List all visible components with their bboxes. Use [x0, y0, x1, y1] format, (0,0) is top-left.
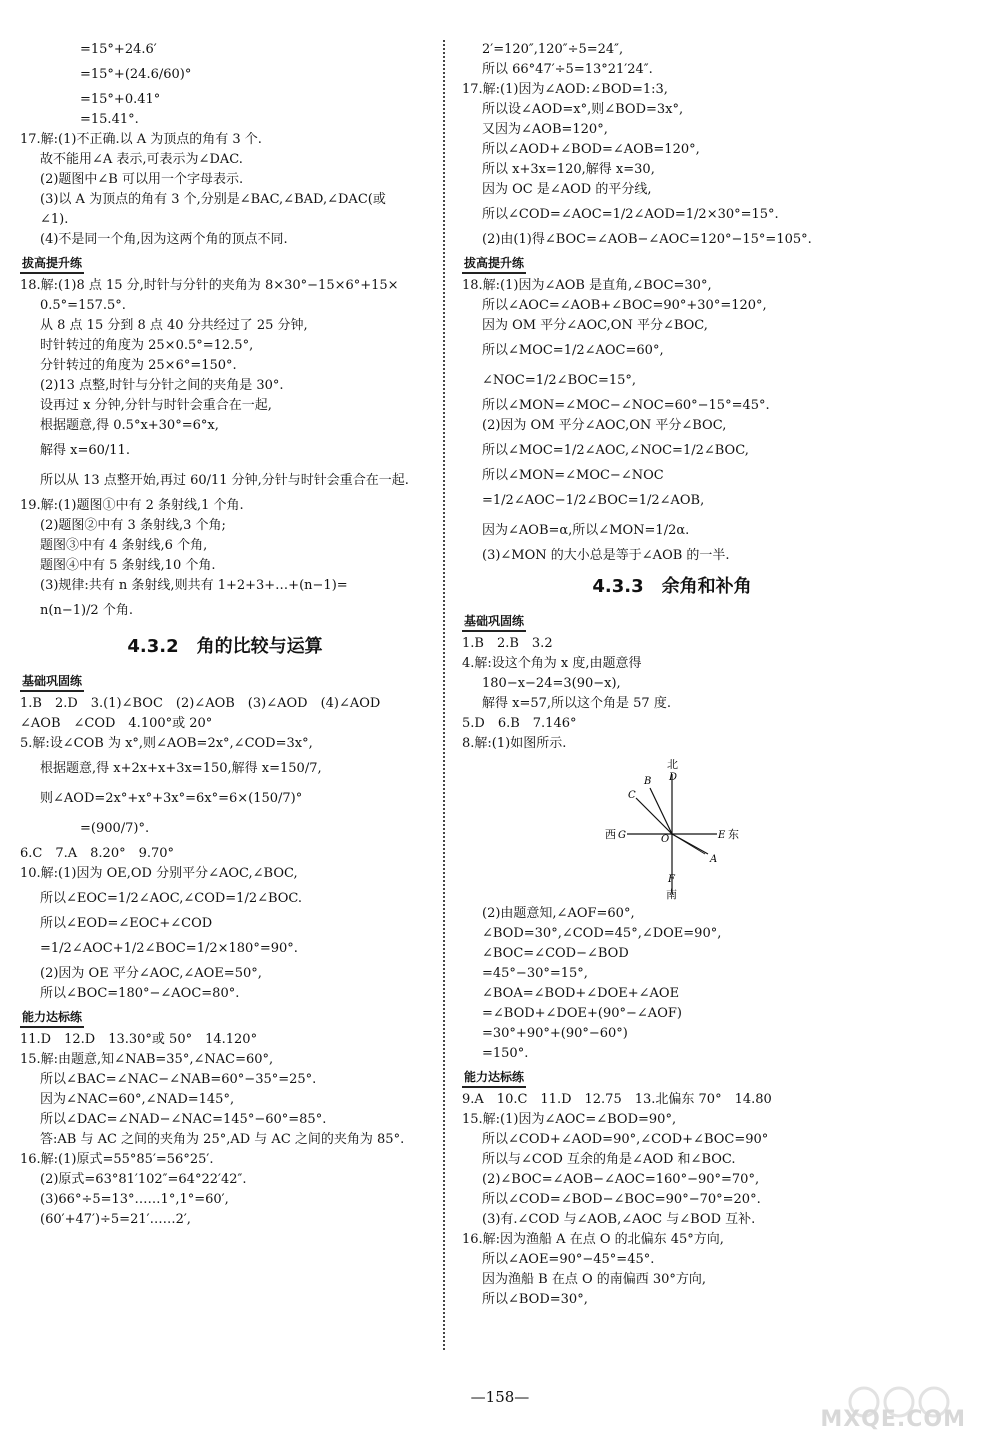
right-bottom-line-14: 所以∠COD=∠BOD−∠BOC=90°−70°=20°. [482, 1192, 761, 1207]
left-line-35: 6.C 7.A 8.20° 9.70° [20, 846, 175, 861]
right-top-line-28: 解得 x=57,所以这个角是 57 度. [482, 696, 671, 711]
left-line-19: 解得 x=60/11. [40, 443, 130, 458]
left-line-28: 基础巩固练 [20, 672, 84, 692]
left-line-41: 所以∠BOC=180°−∠AOC=80°. [40, 986, 240, 1001]
label-o: O [661, 834, 670, 845]
column-divider [443, 40, 445, 1350]
right-top-line-10: 拔高提升练 [462, 254, 526, 274]
right-column [462, 40, 882, 1310]
compass-diagram [462, 754, 882, 904]
right-top-line-12: 所以∠AOC=∠AOB+∠BOC=90°+30°=120°, [482, 298, 767, 313]
label-west: 西 [605, 828, 616, 841]
right-top-line-17: (2)因为 OM 平分∠AOC,ON 平分∠BOC, [482, 418, 727, 433]
left-line-30: ∠AOB ∠COD 4.100°或 20° [20, 716, 213, 731]
left-line-43: 11.D 12.D 13.30°或 50° 14.120° [20, 1032, 258, 1047]
right-bottom-line-6: =30°+90°+(90°−60°) [482, 1026, 628, 1041]
right-bottom-line-0: (2)由题意知,∠AOF=60°, [482, 906, 635, 921]
left-line-26: n(n−1)/2 个角. [40, 603, 133, 618]
right-top-line-1: 所以 66°47′÷5=13°21′24″. [482, 62, 653, 77]
right-top-line-3: 所以设∠AOD=x°,则∠BOD=3x°, [482, 102, 684, 117]
left-line-50: (2)原式=63°81′102″=64°22′42″. [40, 1172, 247, 1187]
right-top-line-6: 所以 x+3x=120,解得 x=30, [482, 162, 655, 177]
left-line-2: =15°+0.41° [80, 92, 161, 107]
left-line-15: 分针转过的角度为 25×6°=150°. [40, 358, 237, 373]
left-line-16: (2)13 点整,时针与分针之间的夹角是 30°. [40, 378, 284, 393]
right-top-line-23: 4.3.3 余角和补角 [592, 576, 752, 597]
right-bottom-line-13: (2)∠BOC=∠AOB−∠AOC=160°−90°=70°, [482, 1172, 760, 1187]
left-line-17: 设再过 x 分钟,分针与时针会重合在一起, [40, 398, 272, 413]
left-line-7: (3)以 A 为顶点的角有 3 个,分别是∠BAC,∠BAD,∠DAC(或 [40, 192, 386, 207]
left-line-8: ∠1). [40, 212, 69, 227]
left-line-31: 5.解:设∠COB 为 x°,则∠AOB=2x°,∠COD=3x°, [20, 736, 313, 751]
left-line-13: 从 8 点 15 分到 8 点 40 分共经过了 25 分钟, [40, 318, 308, 333]
right-column-bottom [462, 904, 882, 1310]
left-line-51: (3)66°÷5=13°……1°,1°=60′, [40, 1192, 229, 1207]
right-top-line-18: 所以∠MOC=1/2∠AOC,∠NOC=1/2∠BOC, [482, 443, 749, 458]
ray-ob [650, 788, 672, 834]
left-line-14: 时针转过的角度为 25×0.5°=12.5°, [40, 338, 254, 353]
left-line-33: 则∠AOD=2x°+x°+3x°=6x°=6×(150/7)° [40, 791, 303, 806]
left-line-44: 15.解:由题意,知∠NAB=35°,∠NAC=60°, [20, 1052, 274, 1067]
right-top-line-25: 1.B 2.B 3.2 [462, 636, 553, 651]
left-line-25: (3)规律:共有 n 条射线,则共有 1+2+3+…+(n−1)= [40, 578, 348, 593]
left-line-40: (2)因为 OE 平分∠AOC,∠AOE=50°, [40, 966, 262, 981]
left-line-9: (4)不是同一个角,因为这两个角的顶点不同. [40, 232, 288, 247]
label-north: 北 [667, 758, 678, 771]
right-bottom-line-19: 所以∠BOD=30°, [482, 1292, 588, 1307]
left-line-38: 所以∠EOD=∠EOC+∠COD [40, 916, 213, 931]
right-bottom-line-15: (3)有.∠COD 与∠AOB,∠AOC 与∠BOD 互补. [482, 1212, 756, 1227]
compass-figure [462, 754, 882, 904]
right-top-line-0: 2′=120″,120″÷5=24″, [482, 42, 624, 57]
right-top-line-29: 5.D 6.B 7.146° [462, 716, 577, 731]
left-line-18: 根据题意,得 0.5°x+30°=6°x, [40, 418, 219, 433]
right-column-top [462, 40, 882, 754]
right-top-line-13: 因为 OM 平分∠AOC,ON 平分∠BOC, [482, 318, 708, 333]
right-bottom-line-16: 16.解:因为渔船 A 在点 O 的北偏东 45°方向, [462, 1232, 724, 1247]
right-bottom-line-10: 15.解:(1)因为∠AOC=∠BOD=90°, [462, 1112, 677, 1127]
right-bottom-line-5: =∠BOD+∠DOE+(90°−∠AOF) [482, 1006, 682, 1021]
left-line-27: 4.3.2 角的比较与运算 [127, 636, 323, 657]
label-d: D [669, 772, 678, 783]
right-top-line-8: 所以∠COD=∠AOC=1/2∠AOD=1/2×30°=15°. [482, 207, 779, 222]
right-top-line-4: 又因为∠AOB=120°, [482, 122, 608, 137]
right-top-line-22: (3)∠MON 的大小总是等于∠AOB 的一半. [482, 548, 730, 563]
left-line-6: (2)题图中∠B 可以用一个字母表示. [40, 172, 244, 187]
right-bottom-line-9: 9.A 10.C 11.D 12.75 13.北偏东 70° 14.80 [462, 1092, 772, 1107]
left-line-21: 19.解:(1)题图①中有 2 条射线,1 个角. [20, 498, 244, 513]
right-top-line-19: 所以∠MON=∠MOC−∠NOC [482, 468, 664, 483]
right-bottom-line-11: 所以∠COD+∠AOD=90°,∠COD+∠BOC=90° [482, 1132, 769, 1147]
page-number: —158— [470, 1388, 530, 1406]
left-line-29: 1.B 2.D 3.(1)∠BOC (2)∠AOB (3)∠AOD (4)∠AOD [20, 696, 381, 711]
left-line-42: 能力达标练 [20, 1008, 84, 1028]
right-top-line-2: 17.解:(1)因为∠AOD:∠BOD=1:3, [462, 82, 668, 97]
right-top-line-14: 所以∠MOC=1/2∠AOC=60°, [482, 343, 664, 358]
label-east: 东 [728, 828, 739, 841]
right-top-line-27: 180−x−24=3(90−x), [482, 676, 621, 691]
label-e: E [718, 830, 726, 841]
label-g: G [618, 830, 626, 841]
left-line-10: 拔高提升练 [20, 254, 84, 274]
right-top-line-26: 4.解:设这个角为 x 度,由题意得 [462, 656, 642, 671]
left-line-37: 所以∠EOC=1/2∠AOC,∠COD=1/2∠BOC. [40, 891, 303, 906]
right-bottom-line-12: 所以与∠COD 互余的角是∠AOD 和∠BOC. [482, 1152, 736, 1167]
ray-oa-extension [672, 834, 705, 854]
right-top-line-5: 所以∠AOD+∠BOD=∠AOB=120°, [482, 142, 700, 157]
right-top-line-15: ∠NOC=1/2∠BOC=15°, [482, 373, 637, 388]
left-line-45: 所以∠BAC=∠NAC−∠NAB=60°−35°=25°. [40, 1072, 317, 1087]
left-line-5: 故不能用∠A 表示,可表示为∠DAC. [40, 152, 243, 167]
left-column [20, 40, 430, 1230]
right-bottom-line-17: 所以∠AOE=90°−45°=45°. [482, 1252, 655, 1267]
left-line-4: 17.解:(1)不正确.以 A 为顶点的角有 3 个. [20, 132, 262, 147]
right-top-line-21: 因为∠AOB=α,所以∠MON=1/2α. [482, 523, 690, 538]
left-line-52: (60′+47′)÷5=21′……2′, [40, 1212, 191, 1227]
left-line-24: 题图④中有 5 条射线,10 个角. [40, 558, 216, 573]
right-bottom-line-8: 能力达标练 [462, 1068, 526, 1088]
left-line-12: 0.5°=157.5°. [40, 298, 126, 313]
right-top-line-7: 因为 OC 是∠AOD 的平分线, [482, 182, 652, 197]
label-a: A [710, 854, 718, 865]
left-line-0: =15°+24.6′ [80, 42, 157, 57]
right-bottom-line-4: ∠BOA=∠BOD+∠DOE+∠AOE [482, 986, 680, 1001]
left-line-39: =1/2∠AOC+1/2∠BOC=1/2×180°=90°. [40, 941, 298, 956]
right-bottom-line-2: ∠BOC=∠COD−∠BOD [482, 946, 629, 961]
label-b: B [644, 776, 652, 787]
left-line-34: =(900/7)°. [80, 821, 150, 836]
right-bottom-line-3: =45°−30°=15°, [482, 966, 588, 981]
left-line-48: 答:AB 与 AC 之间的夹角为 25°,AD 与 AC 之间的夹角为 85°. [40, 1132, 405, 1147]
left-line-3: =15.41°. [80, 112, 139, 127]
right-bottom-line-7: =150°. [482, 1046, 529, 1061]
right-top-line-30: 8.解:(1)如图所示. [462, 736, 567, 751]
left-line-22: (2)题图②中有 3 条射线,3 个角; [40, 518, 226, 533]
left-line-1: =15°+(24.6/60)° [80, 67, 192, 82]
right-top-line-11: 18.解:(1)因为∠AOB 是直角,∠BOC=30°, [462, 278, 712, 293]
left-line-47: 所以∠DAC=∠NAD−∠NAC=145°−60°=85°. [40, 1112, 327, 1127]
right-top-line-20: =1/2∠AOC−1/2∠BOC=1/2∠AOB, [482, 493, 705, 508]
left-line-46: 因为∠NAC=60°,∠NAD=145°, [40, 1092, 235, 1107]
label-c: C [628, 790, 636, 801]
right-bottom-line-1: ∠BOD=30°,∠COD=45°,∠DOE=90°, [482, 926, 722, 941]
label-south: 南 [666, 888, 677, 901]
left-line-23: 题图③中有 4 条射线,6 个角, [40, 538, 208, 553]
left-line-11: 18.解:(1)8 点 15 分,时针与分针的夹角为 8×30°−15×6°+15× [20, 278, 399, 293]
left-line-49: 16.解:(1)原式=55°85′=56°25′. [20, 1152, 214, 1167]
left-line-32: 根据题意,得 x+2x+x+3x=150,解得 x=150/7, [40, 761, 322, 776]
right-top-line-16: 所以∠MON=∠MOC−∠NOC=60°−15°=45°. [482, 398, 770, 413]
right-top-line-24: 基础巩固练 [462, 612, 526, 632]
left-line-20: 所以从 13 点整开始,再过 60/11 分钟,分针与时针会重合在一起. [40, 473, 409, 488]
ray-oc [636, 798, 672, 834]
right-top-line-9: (2)由(1)得∠BOC=∠AOB−∠AOC=120°−15°=105°. [482, 232, 812, 247]
left-line-36: 10.解:(1)因为 OE,OD 分别平分∠AOC,∠BOC, [20, 866, 298, 881]
label-f: F [668, 874, 675, 885]
watermark-text: MXQE.COM [820, 1407, 966, 1432]
watermark [820, 1380, 984, 1440]
right-bottom-line-18: 因为渔船 B 在点 O 的南偏西 30°方向, [482, 1272, 707, 1287]
